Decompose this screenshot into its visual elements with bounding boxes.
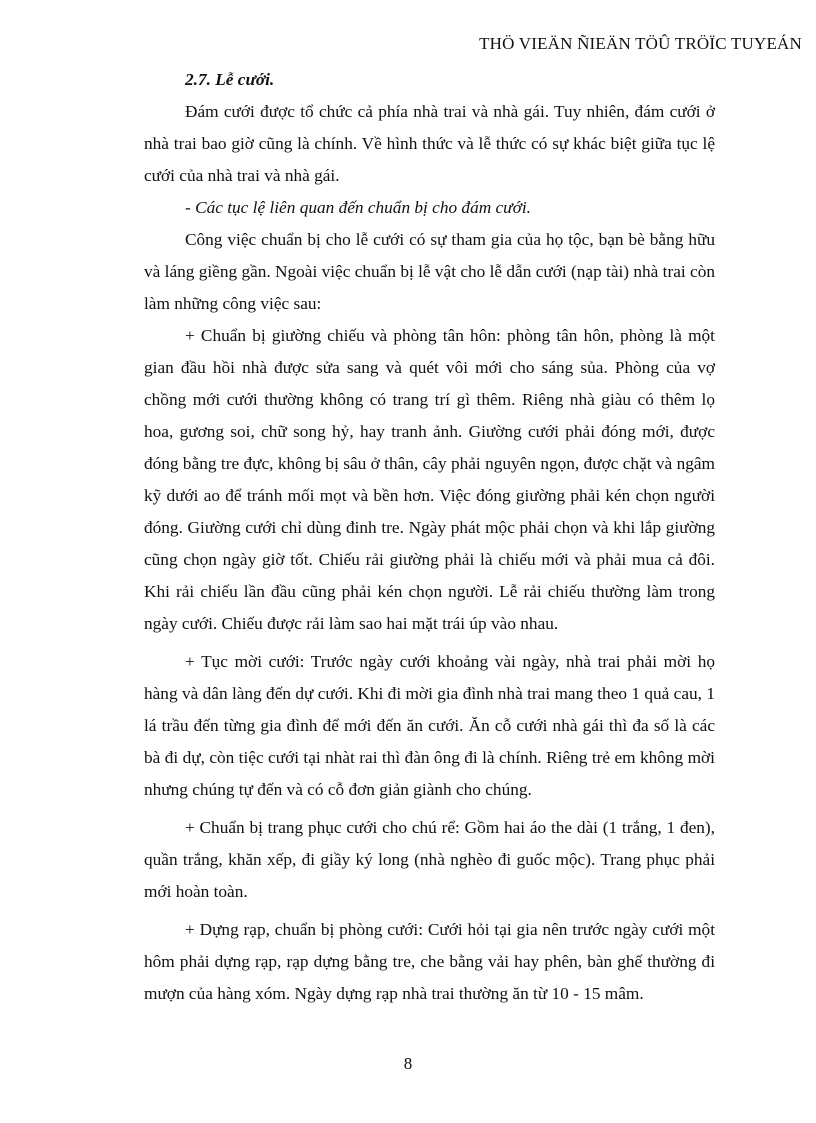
- sub-heading-preparations: - Các tục lệ liên quan đến chuẩn bị cho đám cưới.: [185, 198, 531, 217]
- paragraph-intro: Đám cưới được tổ chức cả phía nhà trai và nhà gái. Tuy nhiên, đám cưới ở nhà trai bao giờ cũng là chính. Về hình thức và lễ thức có sự khác biệt giữa tục lệ cưới của nhà trai và nhà gái.: [144, 102, 715, 185]
- page-header: THÖ VIEÄN ÑIEÄN TÖÛ TRÖÏC TUYEÁN: [479, 34, 802, 53]
- page-number: 8: [403, 1054, 413, 1073]
- document-body: [144, 64, 715, 1010]
- paragraph-groom-attire: + Chuẩn bị trang phục cưới cho chú rể: Gồm hai áo the dài (1 trắng, 1 đen), quần trắng, khăn xếp, đi giầy ký long (nhà nghèo đi guốc mộc). Trang phục phải mới hoàn toàn.: [144, 818, 715, 901]
- paragraph-bed-and-bridal-room: + Chuẩn bị giường chiếu và phòng tân hôn: phòng tân hôn, phòng là một gian đầu hồi nhà được sửa sang và quét vôi mới cho sáng sủa. Phòng của vợ chồng mới cưới thường không có trang trí gì thêm. Riêng nhà giàu có thêm lọ hoa, gương soi, chữ song hỷ, hay tranh ảnh. Giường cưới phải đóng mới, được đóng bằng tre đực, không bị sâu ở thân, cây phải nguyên ngọn, được chặt và ngâm kỹ dưới ao để tránh mối mọt và bền hơn. Việc đóng giường phải kén chọn người đóng. Giường cưới chỉ dùng đinh tre. Ngày phát mộc phải chọn và khi lắp giường cũng chọn ngày giờ tốt. Chiếu rải giường phải là chiếu mới và phải mua cả đôi. Khi rải chiếu lần đầu cũng phải kén chọn người. Lễ rải chiếu thường làm trong ngày cưới. Chiếu được rải làm sao hai mặt trái úp vào nhau.: [144, 326, 715, 633]
- section-title: 2.7. Lễ cưới.: [185, 70, 275, 89]
- paragraph-wedding-invitation: + Tục mời cưới: Trước ngày cưới khoảng vài ngày, nhà trai phải mời họ hàng và dân làng đến dự cưới. Khi đi mời gia đình nhà trai mang theo 1 quả cau, 1 lá trầu đến từng gia đình để mới đến ăn cưới. Ăn cỗ cưới nhà gái thì đa số là các bà đi dự, còn tiệc cưới tại nhàt rai thì đàn ông đi là chính. Riêng trẻ em không mời nhưng chúng tự đến và có cỗ đơn giản giành cho chúng.: [144, 652, 715, 799]
- paragraph-preparation-overview: Công việc chuẩn bị cho lễ cưới có sự tham gia của họ tộc, bạn bè bằng hữu và láng giềng gần. Ngoài việc chuẩn bị lễ vật cho lễ dẫn cưới (nạp tài) nhà trai còn làm những công việc sau:: [144, 230, 715, 313]
- paragraph-tent-setup: + Dựng rạp, chuẩn bị phòng cưới: Cưới hỏi tại gia nên trước ngày cưới một hôm phải dựng rạp, rạp dựng bằng tre, che bằng vải hay phên, bàn ghế thường đi mượn của hàng xóm. Ngày dựng rạp nhà trai thường ăn từ 10 - 15 mâm.: [144, 920, 715, 1003]
